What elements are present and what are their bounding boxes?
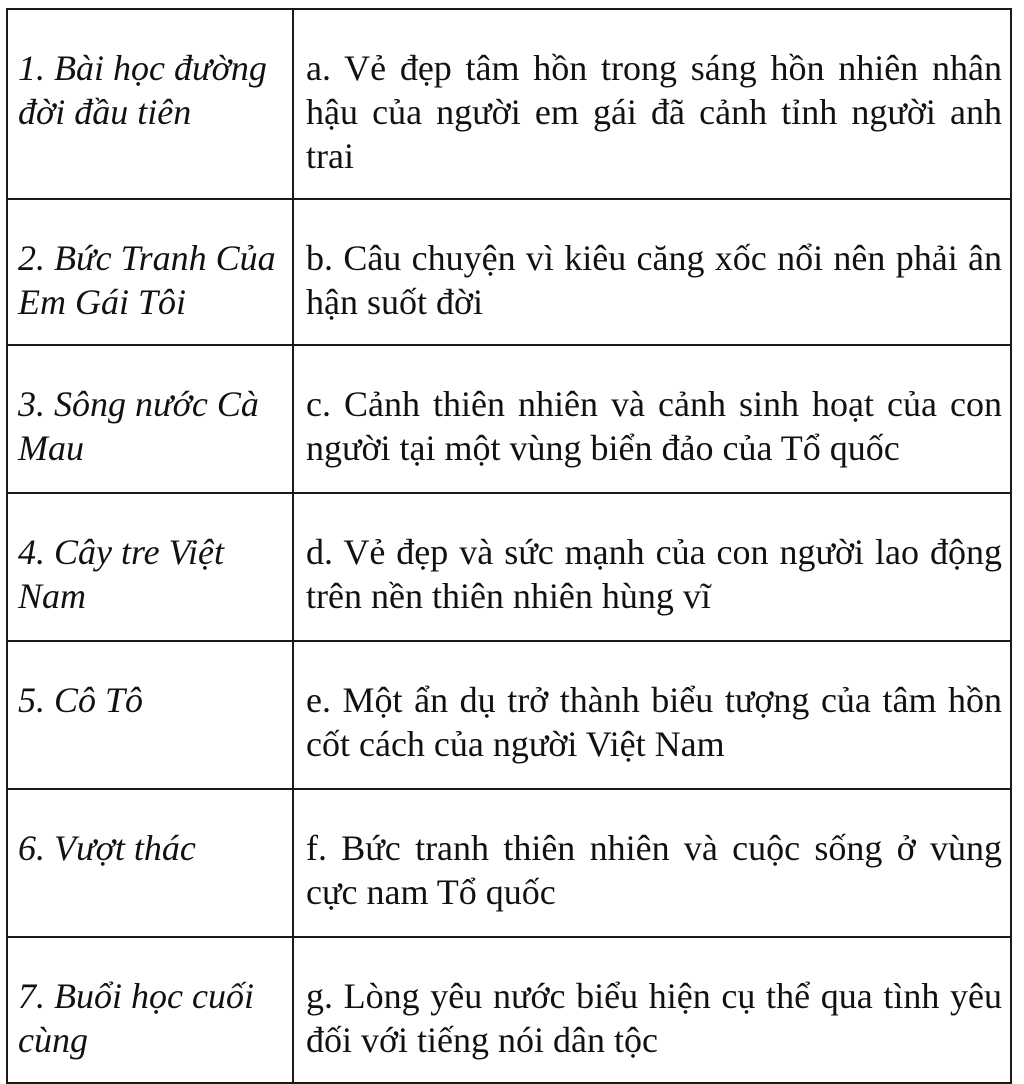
story-description-cell: b. Câu chuyện vì kiêu căng xốc nổi nên phải ân hận suốt đời xyxy=(293,199,1011,345)
matching-table xyxy=(6,8,1012,1084)
table-row xyxy=(7,345,1011,493)
story-title-cell: 3. Sông nước Cà Mau xyxy=(7,345,293,493)
story-description-cell: a. Vẻ đẹp tâm hồn trong sáng hồn nhiên nhân hậu của người em gái đã cảnh tỉnh người anh trai xyxy=(293,9,1011,199)
table-row xyxy=(7,199,1011,345)
table-row xyxy=(7,493,1011,641)
table-row xyxy=(7,641,1011,789)
story-description-cell: f. Bức tranh thiên nhiên và cuộc sống ở vùng cực nam Tổ quốc xyxy=(293,789,1011,937)
story-description-cell: c. Cảnh thiên nhiên và cảnh sinh hoạt của con người tại một vùng biển đảo của Tổ quốc xyxy=(293,345,1011,493)
story-description-cell: e. Một ẩn dụ trở thành biểu tượng của tâm hồn cốt cách của người Việt Nam xyxy=(293,641,1011,789)
table-row xyxy=(7,9,1011,199)
story-title-cell: 1. Bài học đường đời đầu tiên xyxy=(7,9,293,199)
story-title-cell: 5. Cô Tô xyxy=(7,641,293,789)
table-row xyxy=(7,937,1011,1083)
story-description-cell: g. Lòng yêu nước biểu hiện cụ thể qua tình yêu đối với tiếng nói dân tộc xyxy=(293,937,1011,1083)
story-title-cell: 7. Buổi học cuối cùng xyxy=(7,937,293,1083)
story-description-cell: d. Vẻ đẹp và sức mạnh của con người lao động trên nền thiên nhiên hùng vĩ xyxy=(293,493,1011,641)
story-title-cell: 6. Vượt thác xyxy=(7,789,293,937)
story-title-cell: 2. Bức Tranh Của Em Gái Tôi xyxy=(7,199,293,345)
story-title-cell: 4. Cây tre Việt Nam xyxy=(7,493,293,641)
table-row xyxy=(7,789,1011,937)
